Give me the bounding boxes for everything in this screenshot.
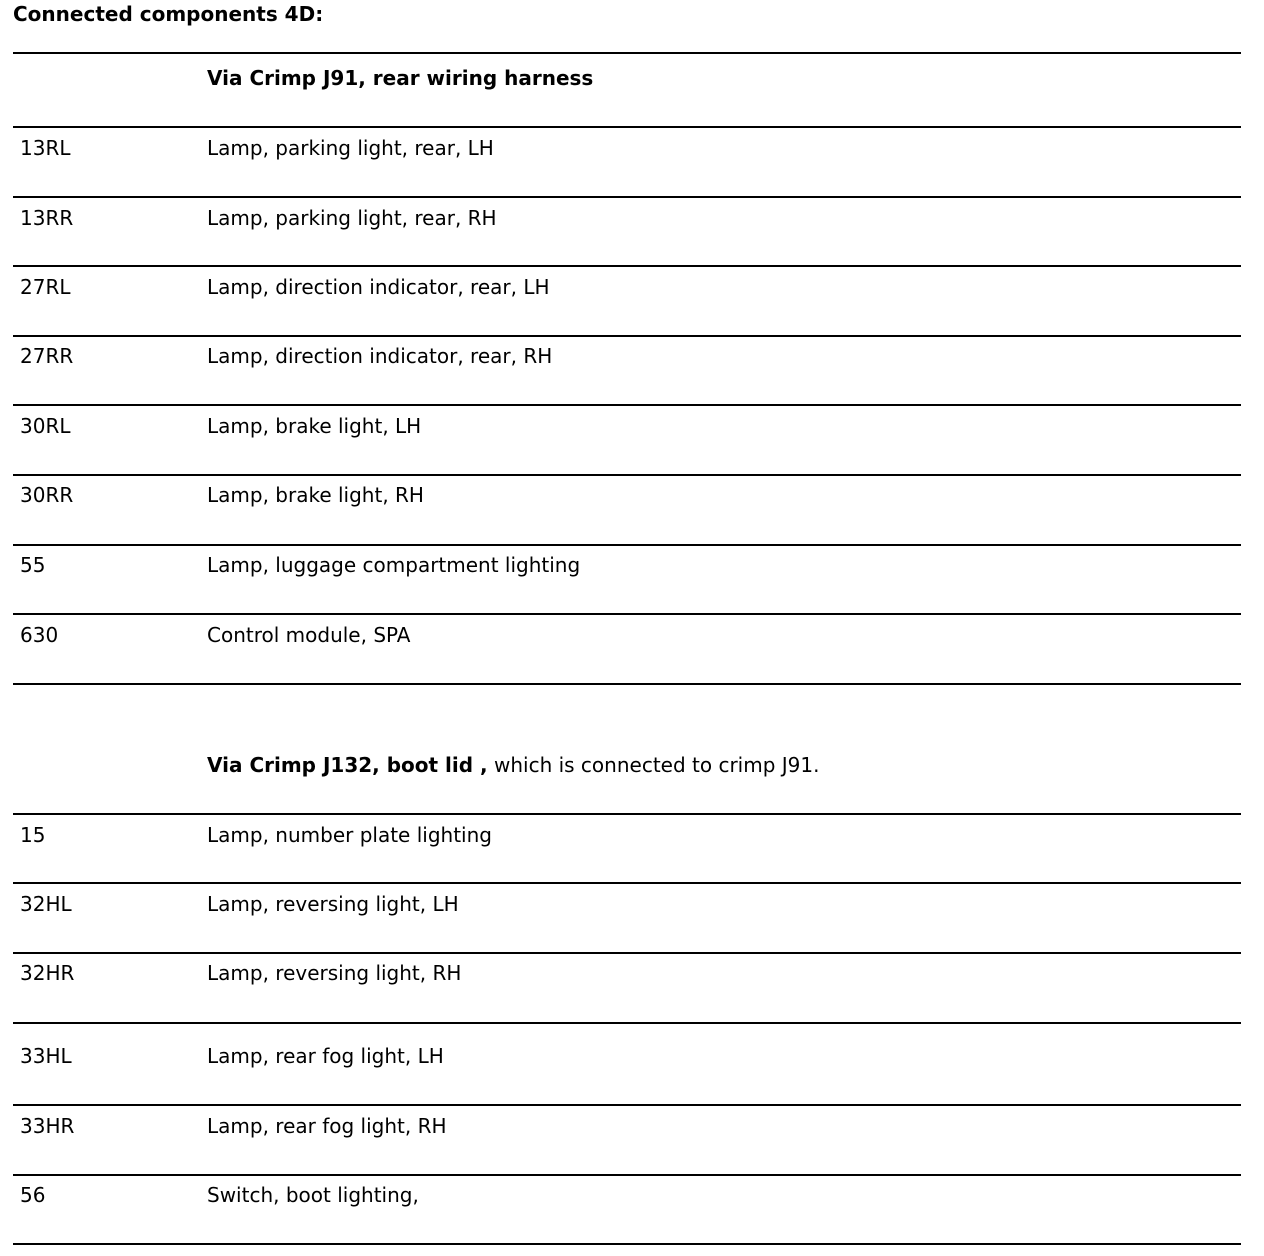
component-code: 33HL — [20, 1044, 72, 1068]
table-row — [13, 1111, 1241, 1141]
row-divider — [13, 813, 1241, 815]
section-heading-bold: Via Crimp J91, rear wiring harness — [207, 66, 594, 90]
component-code: 15 — [20, 823, 46, 847]
page-title: Connected components 4D: — [13, 2, 324, 26]
component-code: 30RL — [20, 414, 71, 438]
section-heading — [207, 750, 819, 780]
row-divider — [13, 265, 1241, 267]
section-heading-rest: which is connected to crimp J91. — [487, 753, 820, 777]
component-description: Lamp, brake light, RH — [207, 483, 424, 507]
table-row — [13, 203, 1241, 233]
component-description: Lamp, parking light, rear, RH — [207, 206, 497, 230]
component-code: 32HL — [20, 892, 72, 916]
table-row — [13, 272, 1241, 302]
table-row — [13, 550, 1241, 580]
component-description: Switch, boot lighting, — [207, 1183, 419, 1207]
component-description: Lamp, reversing light, RH — [207, 961, 462, 985]
table-row — [13, 341, 1241, 371]
component-description: Control module, SPA — [207, 623, 411, 647]
table-row — [13, 411, 1241, 441]
component-description: Lamp, rear fog light, RH — [207, 1114, 447, 1138]
row-divider — [13, 1174, 1241, 1176]
row-divider — [13, 544, 1241, 546]
table-row — [13, 889, 1241, 919]
row-divider — [13, 1022, 1241, 1024]
table-row — [13, 133, 1241, 163]
table-row — [13, 620, 1241, 650]
table-bottom-border — [13, 683, 1241, 685]
row-divider — [13, 952, 1241, 954]
component-code: 55 — [20, 553, 46, 577]
component-code: 13RL — [20, 136, 71, 160]
table-row — [13, 820, 1241, 850]
row-divider — [13, 474, 1241, 476]
row-divider — [13, 126, 1241, 128]
section-heading — [207, 63, 593, 93]
component-description: Lamp, direction indicator, rear, RH — [207, 344, 553, 368]
component-description: Lamp, luggage compartment lighting — [207, 553, 581, 577]
table-top-border — [13, 52, 1241, 54]
table-row — [13, 958, 1241, 988]
component-code: 630 — [20, 623, 59, 647]
row-divider — [13, 882, 1241, 884]
table-bottom-border — [13, 1243, 1241, 1245]
table-row — [13, 1180, 1241, 1210]
component-code: 13RR — [20, 206, 74, 230]
component-code: 27RR — [20, 344, 74, 368]
component-code: 32HR — [20, 961, 75, 985]
component-code: 33HR — [20, 1114, 75, 1138]
row-divider — [13, 196, 1241, 198]
row-divider — [13, 1104, 1241, 1106]
component-description: Lamp, parking light, rear, LH — [207, 136, 494, 160]
component-description: Lamp, reversing light, LH — [207, 892, 459, 916]
component-description: Lamp, number plate lighting — [207, 823, 492, 847]
component-description: Lamp, rear fog light, LH — [207, 1044, 444, 1068]
section-heading-bold: Via Crimp J132, boot lid , — [207, 753, 488, 777]
table-row — [13, 480, 1241, 510]
component-code: 56 — [20, 1183, 46, 1207]
component-code: 30RR — [20, 483, 74, 507]
row-divider — [13, 335, 1241, 337]
component-code: 27RL — [20, 275, 71, 299]
component-description: Lamp, direction indicator, rear, LH — [207, 275, 550, 299]
component-description: Lamp, brake light, LH — [207, 414, 422, 438]
row-divider — [13, 613, 1241, 615]
table-row — [13, 1041, 1241, 1071]
row-divider — [13, 404, 1241, 406]
